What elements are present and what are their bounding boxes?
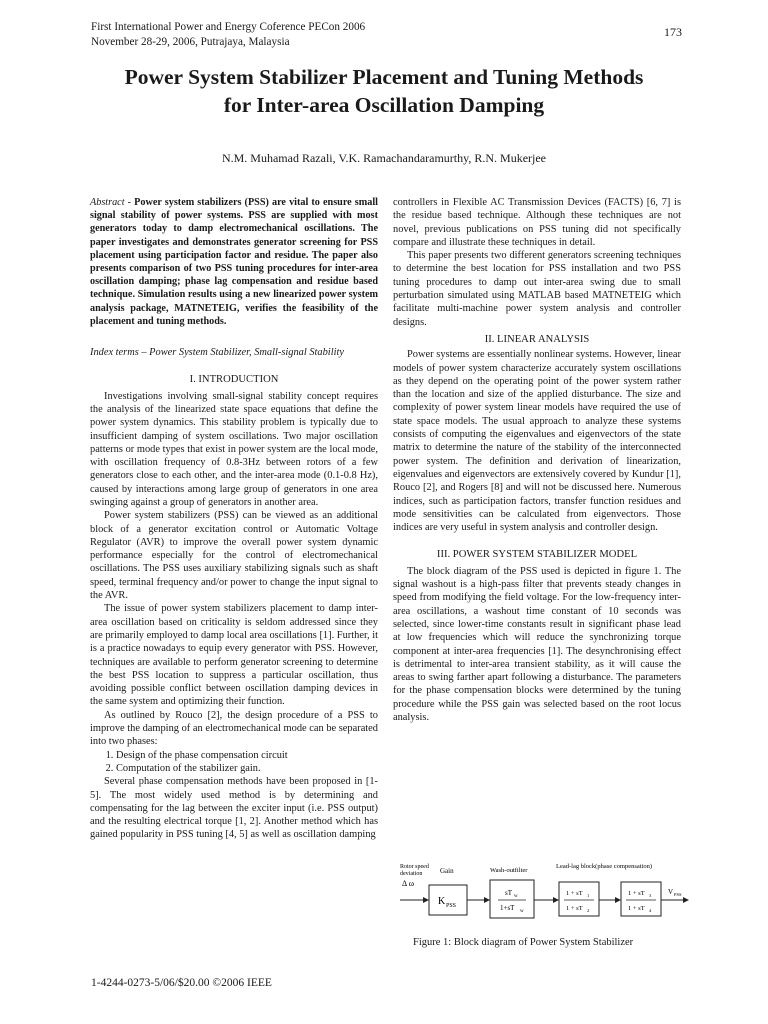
title-line-1: Power System Stabilizer Placement and Tuning Methods <box>124 65 644 89</box>
paragraph: Several phase compensation methods have been proposed in [1-5]. The most widely used method is by determining and compensating for the lag between the exciter input (i.e. PSS output) and the resulting electrical torque [1, 2]. Another method which has gained popularity in PSS tuning [4, 5] as well as oscillation damping <box>90 776 378 841</box>
index-terms: Index terms – Power System Stabilizer, Small-signal Stability <box>90 347 344 359</box>
paragraph: Power system stabilizers (PSS) can be viewed as an additional block of a generator excitation control or Automatic Voltage Regulator (AVR) to improve the overall power system dynamic performance especially for the control of electromechanical oscillations. The PSS uses auxiliary stabilizing signals such as shaft speed, terminal frequency and/or power to change the input signal to the AVR. <box>90 510 378 602</box>
abstract <box>90 196 378 328</box>
gain-subscript: PSS <box>446 903 457 909</box>
pss-block-diagram <box>398 860 690 928</box>
abstract-lead: Abstract - <box>90 197 132 208</box>
right-column <box>393 196 681 724</box>
title-line-2: for Inter-area Oscillation Damping <box>223 93 545 117</box>
washout-denominator: 1+sT <box>500 904 515 912</box>
phase-list <box>90 749 378 776</box>
left-column <box>90 196 378 842</box>
input-label-2: deviation <box>400 871 423 877</box>
paragraph: This paper presents two different generators screening techniques to determine the best location for PSS installation and two PSS tuning procedures to damp out inter-area swing due to small perturbation simulated using MATLAB based MATNETEIG which facilitate multi-machine power system analysis and controller designs. <box>393 250 681 328</box>
leadlag-label: Lead-lag block(phase compensation) <box>556 863 653 870</box>
section-heading-introduction: I. INTRODUCTION <box>189 374 279 386</box>
ll1-num-sub: 1 <box>587 893 590 898</box>
ll1-denominator: 1 + sT <box>566 905 583 912</box>
washout-den-sub: w <box>520 909 524 914</box>
washout-num-sub: w <box>514 894 518 899</box>
paper-title <box>60 63 708 119</box>
paragraph: The block diagram of the PSS used is depicted in figure 1. The signal washout is a high-pass filter that prevents steady changes in speed from modifying the field voltage. For the low-frequency inter-area oscillations, a washout time constant of 10 seconds was selected, since lower-time constants result in significant phase lead at low frequencies which will reduce the synchronizing torque component at inter-area frequencies [1]. The desynchronising effect is detrimental to inter-area transient stability, as it will cause the areas to swing farther apart following a disturbance. The parameters for the phase compensation blocks were determined by the tuning procedure while the PSS gain was selected based on the root locus analysis. <box>393 565 681 723</box>
ll2-den-sub: 4 <box>649 908 652 913</box>
ll1-den-sub: 2 <box>587 908 590 913</box>
paragraph: The issue of power system stabilizers placement to damp inter-area oscillation based on criticality is seldom addressed since they are primarily employed to damp local area oscillations [1]. Further, it is a practice nowadays to equip every generator with PSS. However, techniques are available to perform generator screening to determine the best PSS location to suppress a particular oscillation, thus avoiding possible conflict between oscillation damping devices in the same system and optimizing their function. <box>90 603 378 708</box>
paragraph: As outlined by Rouco [2], the design procedure of a PSS to improve the damping of an electromechanical mode can be separated into two phases: <box>90 709 378 748</box>
washout-numerator: sT <box>505 889 512 897</box>
conference-name: First International Power and Energy Coference PECon 2006 <box>91 21 366 33</box>
paragraph: Power systems are essentially nonlinear systems. However, linear models of power system characterize accurately system oscillations as they depend on the operating point of the power system rather than the location and size of the applied disturbance. The size and complexity of power system linear models have required the use of state space models. The usual approach to analyze these systems consists of computing the eigenvalues and eigenvectors of the state matrix to determine the nature of the stability of the interconnected power system. The definition and derivation of linearization, eigenvalues and eigenvectors are extensively covered by Kundur [1], Rouco [2], and Rogers [8] and will not be discussed here. Numerous indices, such as participation factors, transfer function residues and mode sensitivities can be calculated from eigenvectors. Those indices are very useful in system analysis and controller design. <box>393 349 681 534</box>
figure-caption: Figure 1: Block diagram of Power System Stabilizer <box>413 937 634 948</box>
gain-symbol: K <box>438 896 446 907</box>
ll1-numerator: 1 + sT <box>566 890 583 897</box>
authors: N.M. Muhamad Razali, V.K. Ramachandaramurthy, R.N. Mukerjee <box>221 151 547 165</box>
section-heading-pss-model: III. POWER SYSTEM STABILIZER MODEL <box>436 549 638 561</box>
list-item: 1. Design of the phase compensation circuit <box>116 749 378 762</box>
ll2-denominator: 1 + sT <box>628 905 645 912</box>
paragraph: controllers in Flexible AC Transmission Devices (FACTS) [6, 7] is the residue based technique. Although these techniques are not novel, previous publications on PSS tuning did not specifically compare and illustrate these techniques in detail. <box>393 197 681 248</box>
running-header <box>91 20 365 50</box>
paragraph: Investigations involving small-signal stability concept requires the analysis of the linearized state space equations that define the power system dynamics. This stability problem is typically due to insufficient damping of system oscillations. Two major oscillation patterns or mode types that exist in power system are the local mode, with oscillation frequency of 0.8-3Hz between rotors of a few generators close to each other, and the inter-area mode (0.1-0.8 Hz), caused by interactions among large group of generators in one area swinging against a group of generators in another area. <box>90 390 378 508</box>
input-label-1: Rotor speed <box>400 864 429 870</box>
section-heading-linear-analysis: II. LINEAR ANALYSIS <box>484 333 590 345</box>
gain-label: Gain <box>440 867 454 875</box>
ll2-numerator: 1 + sT <box>628 890 645 897</box>
conference-dates: November 28-29, 2006, Putrajaya, Malaysia <box>91 36 290 48</box>
abstract-text: Power system stabilizers (PSS) are vital to ensure small signal stability of power systems. PSS are supplied with most generators today to damp electromechanical oscillations. The paper investigates and demonstrates generator screening for PSS placement using participation factor and residue. The paper also presents comparison of two PSS tuning procedures for inter-area oscillation damping; phase lag compensation and residue based technique. Simulation results using a new linearized power system analysis package, MATNETEIG, verifies the feasibility of the placement and tuning methods. <box>90 197 378 327</box>
gain-block <box>429 885 467 915</box>
list-item: 2. Computation of the stabilizer gain. <box>116 762 378 775</box>
input-symbol: Δ ω <box>402 879 414 888</box>
copyright-footer: 1-4244-0273-5/06/$20.00 ©2006 IEEE <box>91 977 272 989</box>
page-number: 173 <box>664 25 682 39</box>
output-subscript: PSS <box>674 892 682 897</box>
output-symbol: V <box>668 888 674 896</box>
washout-label: Wash-outfilter <box>490 867 528 874</box>
ll2-num-sub: 3 <box>649 893 652 898</box>
washout-block <box>490 880 534 918</box>
